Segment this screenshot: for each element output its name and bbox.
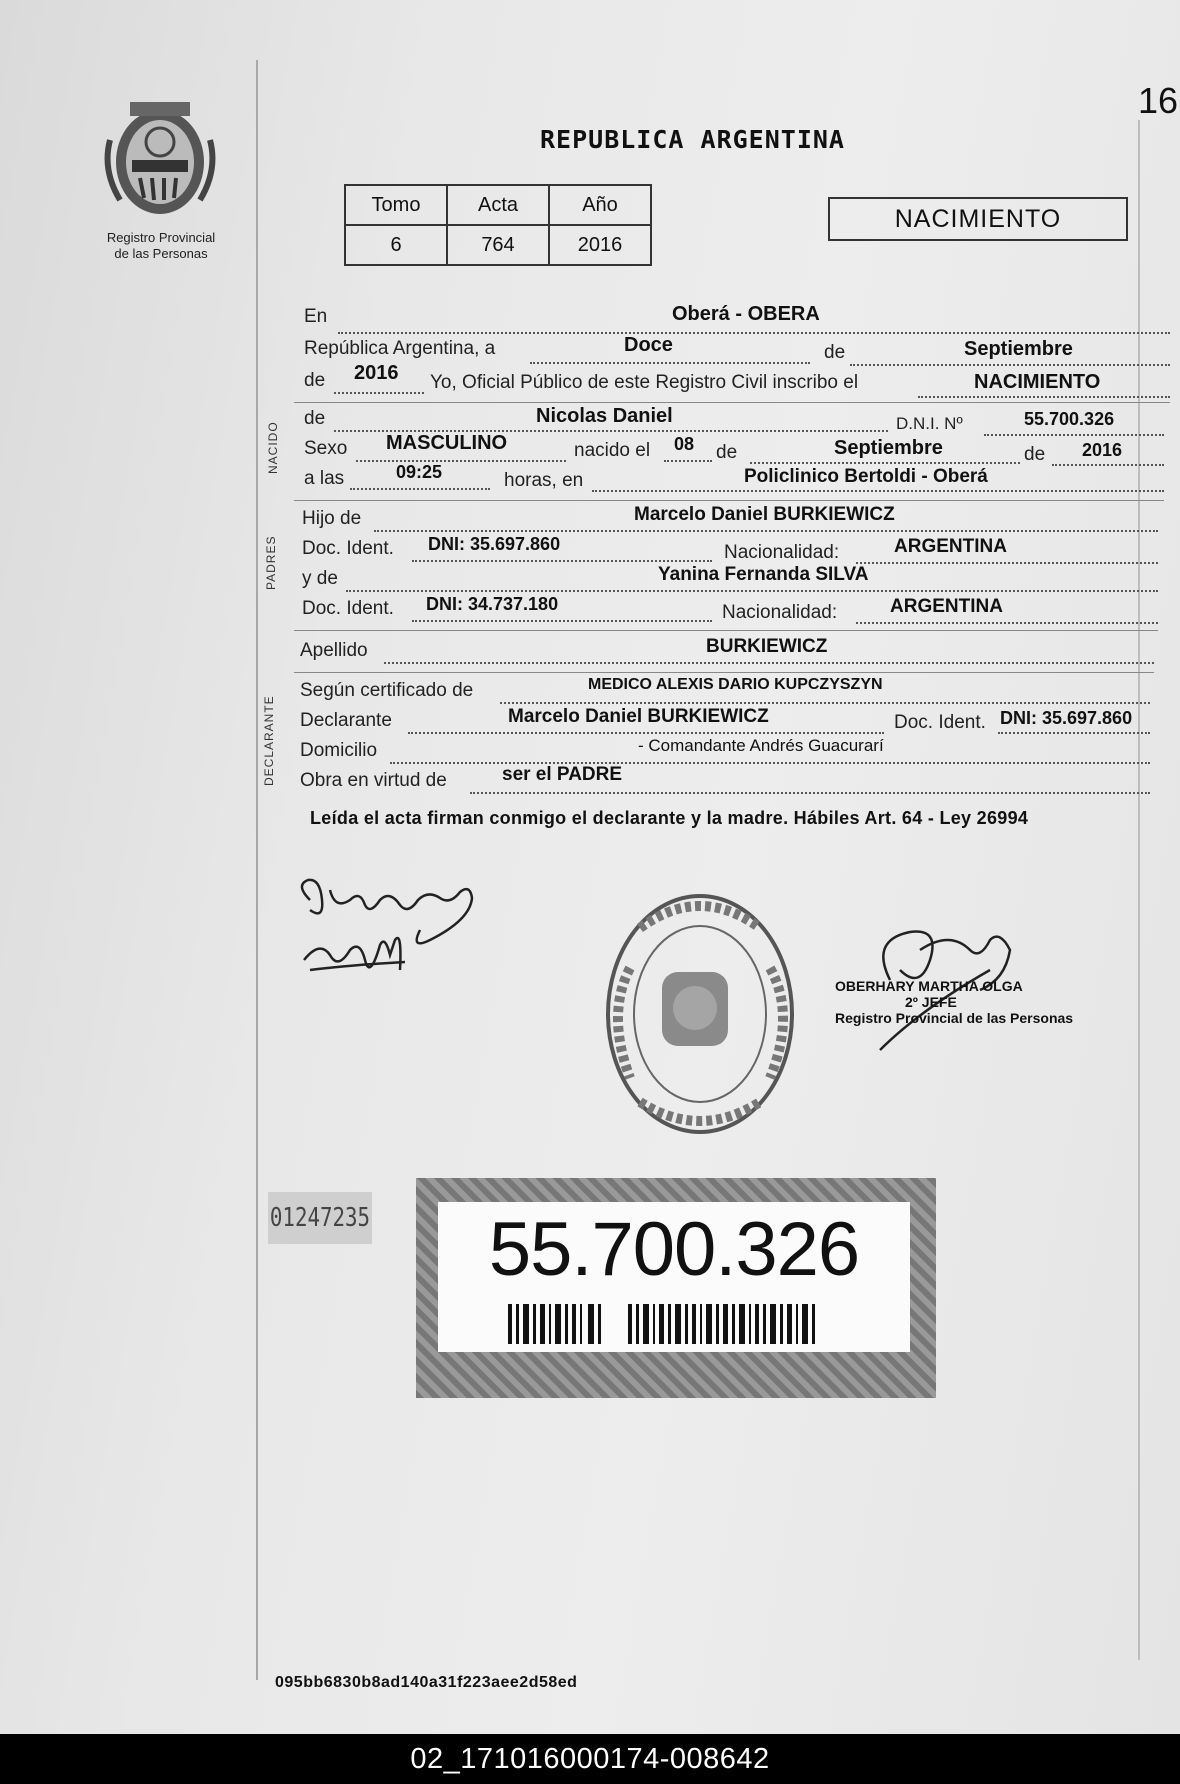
official-block — [835, 978, 1073, 1026]
registry-label-line-1: Registro Provincial — [106, 230, 216, 245]
de-label: de — [824, 342, 846, 363]
record-header-ano: Año — [549, 185, 651, 225]
de-name-label: de — [304, 408, 326, 429]
sexo-value: MASCULINO — [386, 432, 508, 454]
obra-value: ser el PADRE — [502, 764, 623, 785]
dotted-line — [998, 732, 1150, 734]
dotted-line — [338, 332, 1170, 334]
section-label-nacido: NACIDO — [266, 421, 280, 474]
alas-label: a las — [304, 468, 345, 489]
record-value-acta: 764 — [447, 225, 549, 265]
day-value: Doce — [624, 334, 673, 356]
month-value: Septiembre — [964, 338, 1073, 360]
dotted-line — [334, 392, 424, 394]
left-margin-line — [256, 60, 258, 1680]
dotted-line — [412, 560, 712, 562]
domicilio-label: Domicilio — [300, 740, 378, 761]
declarant-signature-icon — [290, 870, 490, 1000]
obra-label: Obra en virtud de — [300, 770, 447, 791]
section-divider — [294, 402, 1170, 403]
horas-label: horas, en — [504, 470, 584, 491]
record-header-tomo: Tomo — [345, 185, 447, 225]
dotted-line — [350, 488, 490, 490]
sexo-label: Sexo — [304, 438, 348, 459]
security-label-window — [438, 1202, 910, 1352]
certificado-value: MEDICO ALEXIS DARIO KUPCZYSZYN — [588, 676, 883, 693]
father-name-value: Marcelo Daniel BURKIEWICZ — [634, 504, 895, 525]
serial-number: 01247235 — [268, 1192, 372, 1244]
nacido-label: nacido el — [574, 440, 651, 461]
mother-doc-value: DNI: 34.737.180 — [426, 594, 559, 614]
section-label-declarante: DECLARANTE — [262, 695, 276, 786]
doc-label-mother: Doc. Ident. — [302, 598, 394, 619]
page-number: 16 — [1138, 80, 1179, 121]
dotted-line — [346, 590, 1158, 592]
de2-label: de — [304, 370, 326, 391]
dotted-line — [856, 622, 1158, 624]
official-title: 2º JEFE — [905, 994, 957, 1010]
en-label: En — [304, 306, 328, 327]
provincial-crest-icon — [100, 100, 220, 225]
act-type-box: NACIMIENTO — [828, 197, 1128, 241]
declarante-value: Marcelo Daniel BURKIEWICZ — [508, 706, 769, 727]
right-margin-line — [1138, 120, 1140, 1660]
segun-label: Según certificado de — [300, 680, 474, 701]
record-header-acta: Acta — [447, 185, 549, 225]
declarante-doc-label: Doc. Ident. — [894, 712, 986, 733]
document-hash: 095bb6830b8ad140a31f223aee2d58ed — [275, 1674, 578, 1691]
dotted-line — [412, 620, 712, 622]
dotted-line — [850, 364, 1170, 366]
dotted-line — [356, 460, 566, 462]
dotted-line — [470, 792, 1150, 794]
mother-nat-value: ARGENTINA — [890, 596, 1003, 617]
dotted-line — [500, 702, 1150, 704]
official-office: Registro Provincial de las Personas — [835, 1010, 1074, 1026]
document-title: REPUBLICA ARGENTINA — [540, 125, 845, 154]
birth-de-label: de — [716, 442, 738, 463]
security-label — [416, 1178, 936, 1398]
official-stamp-icon — [600, 888, 800, 1140]
inscribe-value: NACIMIENTO — [974, 371, 1101, 393]
dotted-line — [664, 460, 712, 462]
dotted-line — [750, 462, 1020, 464]
apellido-label: Apellido — [300, 640, 368, 661]
yde-label: y de — [302, 568, 338, 589]
dotted-line — [984, 434, 1164, 436]
domicilio-value: - Comandante Andrés Guacurarí — [638, 736, 884, 755]
record-table — [344, 184, 652, 266]
doc-label-father: Doc. Ident. — [302, 538, 394, 559]
declarante-doc-value: DNI: 35.697.860 — [1000, 708, 1133, 728]
place-value: Oberá - OBERA — [672, 303, 820, 325]
section-label-padres: PADRES — [264, 535, 278, 590]
section-divider — [294, 500, 1164, 501]
registry-label-line-2: de las Personas — [114, 246, 208, 261]
closing-text: Leída el acta firman conmigo el declarante y la madre. Hábiles Art. 64 - Ley 26994 — [310, 808, 1029, 828]
year-value: 2016 — [354, 362, 399, 384]
republica-label: República Argentina, a — [304, 338, 496, 359]
child-name-value: Nicolas Daniel — [536, 405, 673, 427]
birth-place-value: Policlinico Bertoldi - Oberá — [744, 466, 988, 487]
dotted-line — [918, 396, 1170, 398]
dotted-line — [384, 662, 1154, 664]
hijo-label: Hijo de — [302, 508, 362, 529]
barcode-icon — [508, 1304, 828, 1344]
registry-label — [86, 230, 236, 262]
mother-name-value: Yanina Fernanda SILVA — [658, 564, 869, 585]
time-value: 09:25 — [396, 462, 443, 482]
dni-label: D.N.I. Nº — [896, 414, 963, 433]
birth-day-value: 08 — [674, 434, 695, 454]
father-nat-value: ARGENTINA — [894, 536, 1007, 557]
declarante-label: Declarante — [300, 710, 392, 731]
record-value-ano: 2016 — [549, 225, 651, 265]
birth-year-value: 2016 — [1082, 440, 1123, 460]
apellido-value: BURKIEWICZ — [706, 636, 828, 657]
dotted-line — [592, 490, 1164, 492]
birth-month-value: Septiembre — [834, 437, 943, 459]
section-divider — [294, 672, 1154, 673]
document-number-label: 55.700.326 — [488, 1207, 860, 1292]
scan-file-id: 02_171016000174-008642 — [0, 1734, 1180, 1784]
record-value-tomo: 6 — [345, 225, 447, 265]
dotted-line — [530, 362, 810, 364]
father-doc-value: DNI: 35.697.860 — [428, 534, 561, 554]
dotted-line — [856, 562, 1158, 564]
nacionalidad-label-father: Nacionalidad: — [724, 542, 840, 563]
nacionalidad-label-mother: Nacionalidad: — [722, 602, 838, 623]
dotted-line — [1052, 464, 1164, 466]
section-divider — [294, 630, 1158, 631]
oficial-text: Yo, Oficial Público de este Registro Civil inscribo el — [430, 372, 859, 393]
dni-value: 55.700.326 — [1024, 409, 1115, 429]
official-name: OBERHARY MARTHA OLGA — [835, 978, 1023, 994]
birth-de2-label: de — [1024, 444, 1046, 465]
dotted-line — [408, 732, 884, 734]
dotted-line — [374, 530, 1158, 532]
